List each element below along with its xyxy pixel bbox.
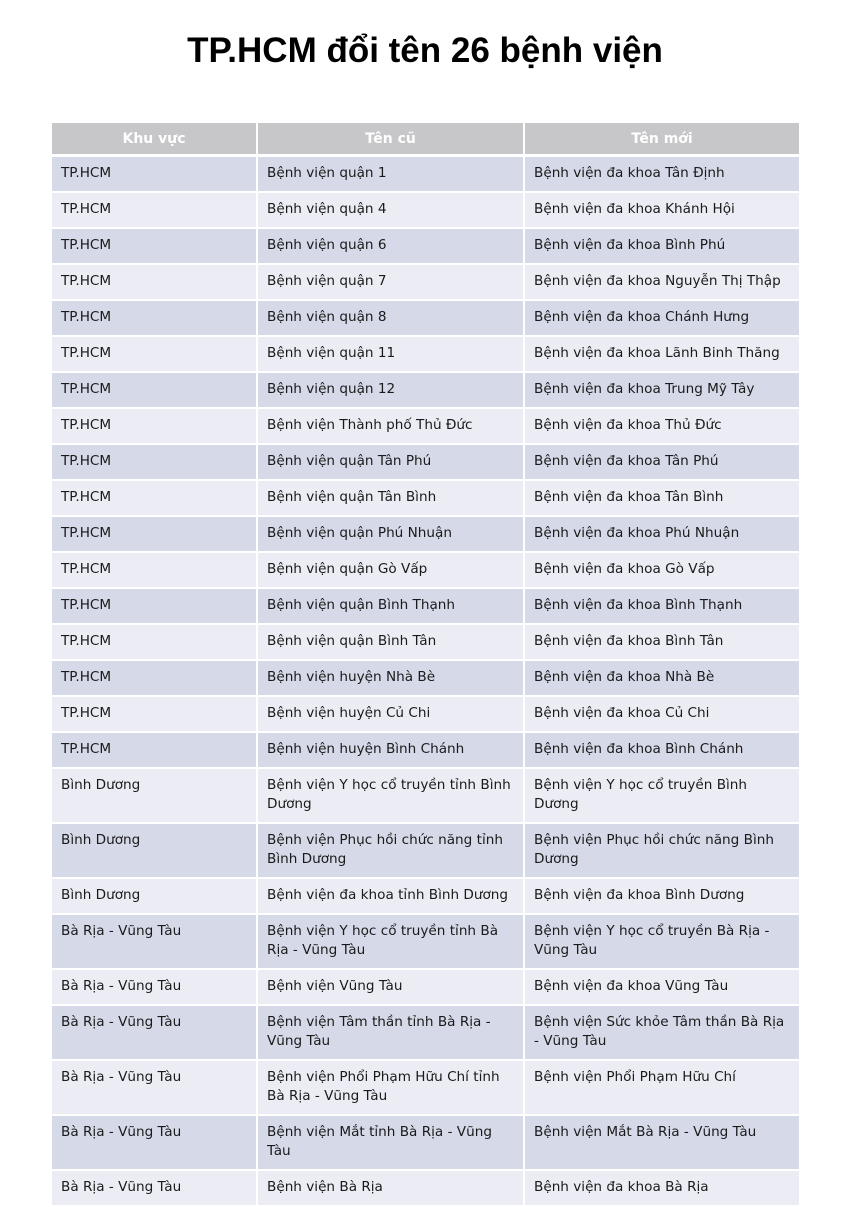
cell-region: TP.HCM (52, 156, 257, 193)
table-header (52, 123, 799, 156)
table-row (52, 624, 799, 660)
table-row (52, 1170, 799, 1206)
cell-old-name: Bệnh viện Thành phố Thủ Đức (257, 408, 524, 444)
cell-region: TP.HCM (52, 444, 257, 480)
cell-region: Bà Rịa - Vũng Tàu (52, 1005, 257, 1060)
table-row (52, 228, 799, 264)
table-row (52, 372, 799, 408)
cell-old-name: Bệnh viện đa khoa tỉnh Bình Dương (257, 878, 524, 914)
cell-new-name: Bệnh viện đa khoa Thủ Đức (524, 408, 799, 444)
cell-old-name: Bệnh viện quận Bình Tân (257, 624, 524, 660)
cell-old-name: Bệnh viện quận 6 (257, 228, 524, 264)
cell-region: TP.HCM (52, 192, 257, 228)
cell-region: TP.HCM (52, 552, 257, 588)
cell-new-name: Bệnh viện đa khoa Trung Mỹ Tây (524, 372, 799, 408)
cell-region: TP.HCM (52, 408, 257, 444)
cell-region: TP.HCM (52, 264, 257, 300)
cell-region: TP.HCM (52, 660, 257, 696)
hospital-rename-table (52, 123, 799, 1207)
table-row (52, 408, 799, 444)
cell-new-name: Bệnh viện đa khoa Tân Phú (524, 444, 799, 480)
cell-region: Bà Rịa - Vũng Tàu (52, 1170, 257, 1206)
column-header-new-name: Tên mới (524, 123, 799, 156)
table-row (52, 552, 799, 588)
cell-old-name: Bệnh viện quận 4 (257, 192, 524, 228)
cell-region: Bà Rịa - Vũng Tàu (52, 914, 257, 969)
cell-new-name: Bệnh viện Phục hồi chức năng Bình Dương (524, 823, 799, 878)
table-row (52, 264, 799, 300)
cell-region: Bà Rịa - Vũng Tàu (52, 1115, 257, 1170)
cell-region: TP.HCM (52, 696, 257, 732)
cell-old-name: Bệnh viện Mắt tỉnh Bà Rịa - Vũng Tàu (257, 1115, 524, 1170)
cell-old-name: Bệnh viện quận 7 (257, 264, 524, 300)
cell-region: TP.HCM (52, 372, 257, 408)
cell-old-name: Bệnh viện quận Gò Vấp (257, 552, 524, 588)
table-row (52, 823, 799, 878)
cell-new-name: Bệnh viện Sức khỏe Tâm thần Bà Rịa - Vũng Tàu (524, 1005, 799, 1060)
cell-region: TP.HCM (52, 624, 257, 660)
table-row (52, 914, 799, 969)
table-row (52, 1115, 799, 1170)
cell-new-name: Bệnh viện đa khoa Tân Định (524, 156, 799, 193)
cell-new-name: Bệnh viện đa khoa Khánh Hội (524, 192, 799, 228)
column-header-old-name: Tên cũ (257, 123, 524, 156)
cell-new-name: Bệnh viện Y học cổ truyền Bình Dương (524, 768, 799, 823)
column-header-region: Khu vực (52, 123, 257, 156)
cell-old-name: Bệnh viện Phổi Phạm Hữu Chí tỉnh Bà Rịa - Vũng Tàu (257, 1060, 524, 1115)
cell-old-name: Bệnh viện huyện Củ Chi (257, 696, 524, 732)
header-row (52, 123, 799, 156)
cell-region: TP.HCM (52, 480, 257, 516)
cell-new-name: Bệnh viện đa khoa Tân Bình (524, 480, 799, 516)
cell-region: TP.HCM (52, 588, 257, 624)
cell-new-name: Bệnh viện Mắt Bà Rịa - Vũng Tàu (524, 1115, 799, 1170)
cell-new-name: Bệnh viện đa khoa Phú Nhuận (524, 516, 799, 552)
cell-old-name: Bệnh viện quận 11 (257, 336, 524, 372)
cell-region: Bình Dương (52, 768, 257, 823)
cell-old-name: Bệnh viện quận Tân Bình (257, 480, 524, 516)
table-row (52, 156, 799, 193)
cell-old-name: Bệnh viện Tâm thần tỉnh Bà Rịa - Vũng Tàu (257, 1005, 524, 1060)
table-row (52, 516, 799, 552)
table-row (52, 969, 799, 1005)
cell-old-name: Bệnh viện quận Tân Phú (257, 444, 524, 480)
cell-old-name: Bệnh viện huyện Bình Chánh (257, 732, 524, 768)
cell-old-name: Bệnh viện quận 12 (257, 372, 524, 408)
cell-region: TP.HCM (52, 732, 257, 768)
cell-new-name: Bệnh viện đa khoa Bình Phú (524, 228, 799, 264)
cell-new-name: Bệnh viện đa khoa Bình Thạnh (524, 588, 799, 624)
cell-old-name: Bệnh viện Phục hồi chức năng tỉnh Bình Dương (257, 823, 524, 878)
cell-old-name: Bệnh viện Vũng Tàu (257, 969, 524, 1005)
cell-region: Bà Rịa - Vũng Tàu (52, 1060, 257, 1115)
table-row (52, 192, 799, 228)
table-row (52, 444, 799, 480)
page-title: TP.HCM đổi tên 26 bệnh viện (187, 31, 663, 70)
table-row (52, 696, 799, 732)
cell-region: TP.HCM (52, 300, 257, 336)
cell-new-name: Bệnh viện đa khoa Lãnh Binh Thăng (524, 336, 799, 372)
cell-old-name: Bệnh viện quận Bình Thạnh (257, 588, 524, 624)
cell-region: Bà Rịa - Vũng Tàu (52, 969, 257, 1005)
cell-region: TP.HCM (52, 336, 257, 372)
table-row (52, 660, 799, 696)
table-row (52, 300, 799, 336)
table-row (52, 1005, 799, 1060)
table-row (52, 768, 799, 823)
cell-new-name: Bệnh viện Y học cổ truyền Bà Rịa - Vũng Tàu (524, 914, 799, 969)
cell-new-name: Bệnh viện đa khoa Bà Rịa (524, 1170, 799, 1206)
cell-new-name: Bệnh viện đa khoa Nguyễn Thị Thập (524, 264, 799, 300)
cell-region: TP.HCM (52, 516, 257, 552)
table-body (52, 156, 799, 1207)
table-row (52, 480, 799, 516)
cell-new-name: Bệnh viện Phổi Phạm Hữu Chí (524, 1060, 799, 1115)
cell-old-name: Bệnh viện quận 1 (257, 156, 524, 193)
cell-new-name: Bệnh viện đa khoa Gò Vấp (524, 552, 799, 588)
cell-region: TP.HCM (52, 228, 257, 264)
cell-new-name: Bệnh viện đa khoa Chánh Hưng (524, 300, 799, 336)
cell-old-name: Bệnh viện Bà Rịa (257, 1170, 524, 1206)
cell-new-name: Bệnh viện đa khoa Bình Tân (524, 624, 799, 660)
cell-region: Bình Dương (52, 878, 257, 914)
cell-old-name: Bệnh viện Y học cổ truyền tỉnh Bình Dương (257, 768, 524, 823)
table-row (52, 1060, 799, 1115)
cell-old-name: Bệnh viện huyện Nhà Bè (257, 660, 524, 696)
cell-region: Bình Dương (52, 823, 257, 878)
cell-new-name: Bệnh viện đa khoa Bình Chánh (524, 732, 799, 768)
table-row (52, 588, 799, 624)
cell-old-name: Bệnh viện quận Phú Nhuận (257, 516, 524, 552)
cell-new-name: Bệnh viện đa khoa Bình Dương (524, 878, 799, 914)
table-row (52, 878, 799, 914)
cell-old-name: Bệnh viện Y học cổ truyền tỉnh Bà Rịa - Vũng Tàu (257, 914, 524, 969)
cell-old-name: Bệnh viện quận 8 (257, 300, 524, 336)
cell-new-name: Bệnh viện đa khoa Nhà Bè (524, 660, 799, 696)
cell-new-name: Bệnh viện đa khoa Củ Chi (524, 696, 799, 732)
table-row (52, 732, 799, 768)
cell-new-name: Bệnh viện đa khoa Vũng Tàu (524, 969, 799, 1005)
table-row (52, 336, 799, 372)
